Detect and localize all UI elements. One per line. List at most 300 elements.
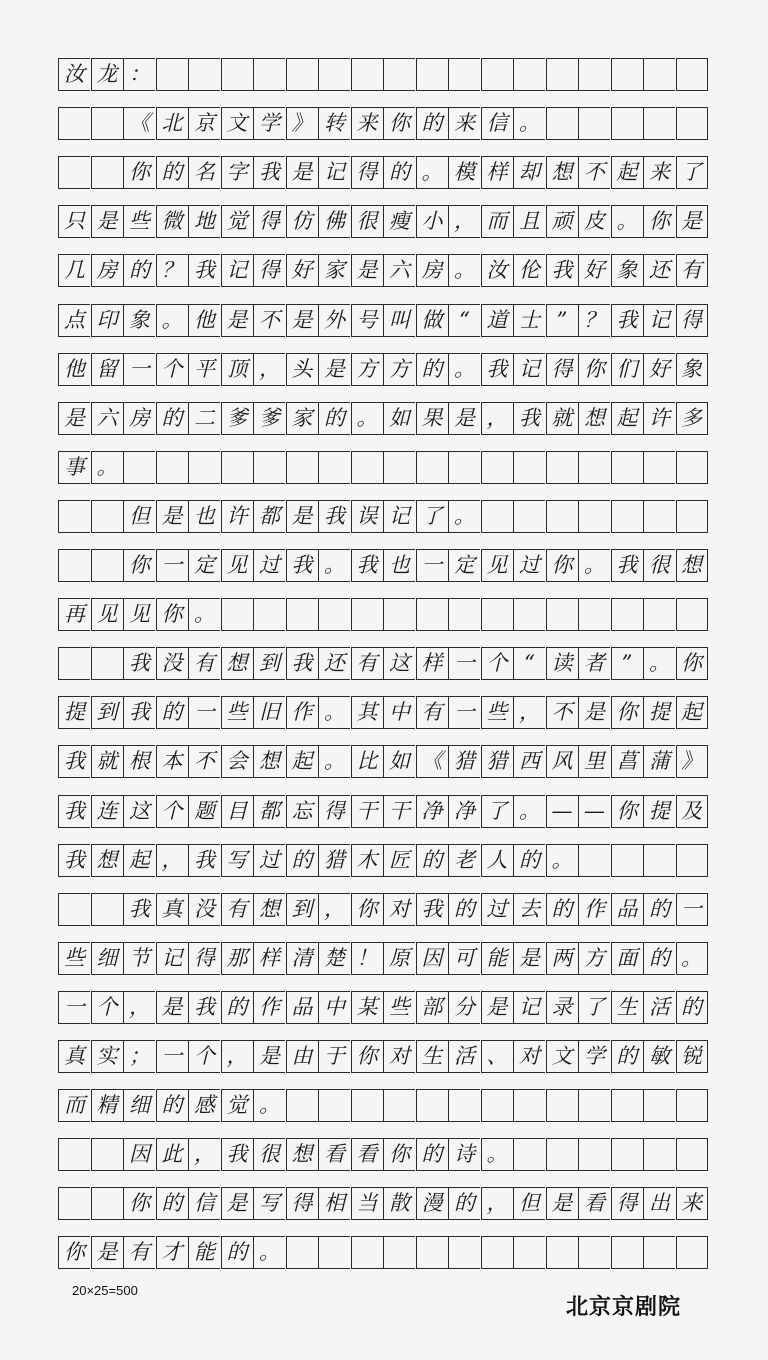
grid-cell: 还 <box>643 254 675 287</box>
manuscript-row <box>58 696 708 729</box>
grid-cell <box>188 58 220 91</box>
grid-cell <box>91 156 123 189</box>
grid-cell: 了 <box>676 156 708 189</box>
grid-cell: 根 <box>123 745 155 778</box>
manuscript-row <box>58 991 708 1024</box>
grid-cell: 的 <box>156 1089 188 1122</box>
grid-cell: 得 <box>286 1187 318 1220</box>
grid-cell: 你 <box>58 1236 90 1269</box>
grid-cell: 士 <box>513 304 545 337</box>
grid-cell: 能 <box>188 1236 220 1269</box>
grid-cell: 猎 <box>448 745 480 778</box>
grid-cell: ； <box>123 1040 155 1073</box>
grid-cell: 匠 <box>383 844 415 877</box>
grid-cell: 二 <box>188 402 220 435</box>
grid-cell: 道 <box>481 304 513 337</box>
grid-cell: 样 <box>481 156 513 189</box>
grid-cell: 很 <box>351 205 383 238</box>
grid-cell: 锐 <box>676 1040 708 1073</box>
grid-cell: 。 <box>91 451 123 484</box>
grid-cell: 见 <box>481 549 513 582</box>
grid-cell <box>58 893 90 926</box>
grid-cell: 。 <box>253 1236 285 1269</box>
grid-cell: 过 <box>481 893 513 926</box>
grid-cell: 见 <box>123 598 155 631</box>
grid-cell: 我 <box>286 549 318 582</box>
grid-cell <box>546 58 578 91</box>
grid-cell: 得 <box>351 156 383 189</box>
grid-cell <box>513 1089 545 1122</box>
grid-cell <box>578 107 610 140</box>
grid-cell: ， <box>123 991 155 1024</box>
grid-cell: 是 <box>58 402 90 435</box>
manuscript-row <box>58 795 708 828</box>
grid-cell: 两 <box>546 942 578 975</box>
grid-cell: 。 <box>318 549 350 582</box>
grid-cell: 你 <box>611 696 643 729</box>
grid-cell: 的 <box>416 1138 448 1171</box>
grid-cell: 地 <box>188 205 220 238</box>
grid-cell <box>383 58 415 91</box>
grid-cell: 写 <box>253 1187 285 1220</box>
grid-cell: 。 <box>156 304 188 337</box>
grid-cell <box>546 500 578 533</box>
grid-cell: 的 <box>416 844 448 877</box>
grid-cell: 平 <box>188 353 220 386</box>
grid-cell: 顽 <box>546 205 578 238</box>
grid-cell: 是 <box>318 353 350 386</box>
grid-cell: 我 <box>58 745 90 778</box>
manuscript-row <box>58 1236 708 1269</box>
grid-cell: 中 <box>383 696 415 729</box>
grid-cell <box>253 598 285 631</box>
manuscript-row <box>58 745 708 778</box>
grid-cell: ， <box>156 844 188 877</box>
grid-cell: 我 <box>221 1138 253 1171</box>
grid-cell <box>416 1236 448 1269</box>
grid-cell <box>643 58 675 91</box>
grid-cell: 我 <box>611 304 643 337</box>
grid-cell <box>546 598 578 631</box>
grid-cell <box>188 451 220 484</box>
grid-cell: 北 <box>156 107 188 140</box>
manuscript-row <box>58 402 708 435</box>
grid-cell: 印 <box>91 304 123 337</box>
grid-cell: 蒲 <box>643 745 675 778</box>
grid-cell: 原 <box>383 942 415 975</box>
grid-cell: 到 <box>91 696 123 729</box>
grid-cell: 本 <box>156 745 188 778</box>
grid-cell: 家 <box>286 402 318 435</box>
grid-cell: 好 <box>286 254 318 287</box>
grid-cell <box>513 1138 545 1171</box>
grid-cell: 某 <box>351 991 383 1024</box>
grid-cell: 瘦 <box>383 205 415 238</box>
grid-cell: ！ <box>351 942 383 975</box>
grid-cell: 里 <box>578 745 610 778</box>
grid-cell: 记 <box>383 500 415 533</box>
manuscript-row <box>58 205 708 238</box>
grid-cell: 想 <box>546 156 578 189</box>
grid-cell: 了 <box>481 795 513 828</box>
grid-cell: 信 <box>481 107 513 140</box>
grid-cell <box>676 844 708 877</box>
grid-cell: 其 <box>351 696 383 729</box>
grid-cell <box>546 1138 578 1171</box>
grid-cell: 有 <box>123 1236 155 1269</box>
grid-cell: 对 <box>383 1040 415 1073</box>
grid-cell: “ <box>448 304 480 337</box>
grid-cell: 记 <box>513 991 545 1024</box>
manuscript-row <box>58 58 708 91</box>
manuscript-row <box>58 1089 708 1122</box>
grid-cell: 的 <box>448 893 480 926</box>
grid-cell: 是 <box>546 1187 578 1220</box>
grid-cell: 想 <box>253 745 285 778</box>
grid-cell <box>611 500 643 533</box>
grid-cell: 我 <box>188 991 220 1024</box>
grid-cell: “ <box>513 647 545 680</box>
grid-cell: 文 <box>221 107 253 140</box>
grid-cell: 面 <box>611 942 643 975</box>
grid-cell: ， <box>513 696 545 729</box>
grid-cell: 一 <box>448 647 480 680</box>
grid-cell: 品 <box>286 991 318 1024</box>
grid-cell: 都 <box>253 795 285 828</box>
grid-cell: 实 <box>91 1040 123 1073</box>
grid-cell: 于 <box>318 1040 350 1073</box>
grid-cell: 的 <box>383 156 415 189</box>
grid-cell <box>91 549 123 582</box>
grid-cell: 象 <box>611 254 643 287</box>
manuscript-row <box>58 1138 708 1171</box>
grid-cell: 做 <box>416 304 448 337</box>
grid-cell: 到 <box>286 893 318 926</box>
grid-cell: 个 <box>156 353 188 386</box>
grid-cell: 真 <box>58 1040 90 1073</box>
grid-cell <box>383 1089 415 1122</box>
grid-cell: 很 <box>643 549 675 582</box>
grid-cell: 生 <box>611 991 643 1024</box>
grid-cell <box>448 598 480 631</box>
grid-cell: 提 <box>643 696 675 729</box>
grid-cell <box>611 844 643 877</box>
publisher-stamp: 北京京剧院 <box>566 1294 682 1320</box>
grid-cell: 是 <box>221 304 253 337</box>
grid-cell: 猎 <box>318 844 350 877</box>
manuscript-row <box>58 451 708 484</box>
grid-cell: 看 <box>578 1187 610 1220</box>
grid-cell: 了 <box>578 991 610 1024</box>
grid-cell: 的 <box>643 893 675 926</box>
grid-cell: 来 <box>643 156 675 189</box>
grid-cell: 个 <box>91 991 123 1024</box>
grid-cell <box>481 598 513 631</box>
grid-cell <box>481 451 513 484</box>
grid-cell <box>546 451 578 484</box>
grid-cell <box>221 598 253 631</box>
grid-cell: 的 <box>416 353 448 386</box>
grid-cell: 头 <box>286 353 318 386</box>
manuscript-row <box>58 844 708 877</box>
grid-cell <box>643 844 675 877</box>
grid-cell: 六 <box>383 254 415 287</box>
grid-cell: 及 <box>676 795 708 828</box>
grid-cell: 的 <box>221 1236 253 1269</box>
grid-cell: 干 <box>351 795 383 828</box>
grid-cell: 能 <box>481 942 513 975</box>
grid-cell: 干 <box>383 795 415 828</box>
grid-cell <box>286 598 318 631</box>
grid-cell: ” <box>611 647 643 680</box>
grid-cell: 来 <box>676 1187 708 1220</box>
grid-cell: 六 <box>91 402 123 435</box>
grid-cell: 我 <box>188 254 220 287</box>
grid-cell <box>611 451 643 484</box>
grid-cell <box>448 58 480 91</box>
grid-cell: 而 <box>481 205 513 238</box>
grid-cell: 你 <box>676 647 708 680</box>
grid-cell: 觉 <box>221 1089 253 1122</box>
grid-cell: 我 <box>58 844 90 877</box>
grid-cell: 来 <box>351 107 383 140</box>
grid-cell: 可 <box>448 942 480 975</box>
grid-cell <box>58 647 90 680</box>
grid-cell: ： <box>123 58 155 91</box>
grid-cell <box>546 107 578 140</box>
grid-cell: 方 <box>383 353 415 386</box>
grid-cell <box>578 500 610 533</box>
grid-cell: 想 <box>676 549 708 582</box>
grid-cell: 没 <box>156 647 188 680</box>
grid-cell: 提 <box>643 795 675 828</box>
grid-cell: 是 <box>286 500 318 533</box>
grid-cell: 相 <box>318 1187 350 1220</box>
grid-cell: 是 <box>448 402 480 435</box>
grid-cell: 是 <box>91 1236 123 1269</box>
grid-cell: 这 <box>383 647 415 680</box>
grid-cell: 想 <box>286 1138 318 1171</box>
grid-cell: 佛 <box>318 205 350 238</box>
grid-cell <box>513 598 545 631</box>
grid-cell: 样 <box>253 942 285 975</box>
grid-cell: 一 <box>58 991 90 1024</box>
grid-cell: 好 <box>643 353 675 386</box>
grid-cell: 房 <box>123 402 155 435</box>
grid-cell <box>578 451 610 484</box>
grid-cell: 西 <box>513 745 545 778</box>
grid-cell: 定 <box>448 549 480 582</box>
grid-cell <box>513 58 545 91</box>
grid-cell <box>351 451 383 484</box>
grid-cell <box>58 156 90 189</box>
grid-cell: 学 <box>253 107 285 140</box>
grid-cell: 。 <box>676 942 708 975</box>
grid-cell: 的 <box>156 402 188 435</box>
grid-cell: 爹 <box>253 402 285 435</box>
grid-cell: 细 <box>91 942 123 975</box>
grid-cell: 家 <box>318 254 350 287</box>
grid-cell: 去 <box>513 893 545 926</box>
grid-cell: 。 <box>448 353 480 386</box>
grid-cell: 连 <box>91 795 123 828</box>
grid-cell <box>156 451 188 484</box>
grid-cell <box>611 1138 643 1171</box>
grid-cell: 的 <box>318 402 350 435</box>
grid-cell <box>513 1236 545 1269</box>
manuscript-row <box>58 107 708 140</box>
grid-cell: 者 <box>578 647 610 680</box>
grid-cell: 清 <box>286 942 318 975</box>
grid-cell: 我 <box>318 500 350 533</box>
grid-cell: ， <box>188 1138 220 1171</box>
grid-cell: 定 <box>188 549 220 582</box>
grid-cell: 猎 <box>481 745 513 778</box>
grid-cell <box>58 1187 90 1220</box>
grid-cell <box>513 500 545 533</box>
manuscript-row <box>58 156 708 189</box>
grid-cell: 爹 <box>221 402 253 435</box>
grid-cell <box>58 1138 90 1171</box>
grid-cell: 精 <box>91 1089 123 1122</box>
grid-cell: 你 <box>546 549 578 582</box>
grid-cell: ？ <box>156 254 188 287</box>
grid-cell: ， <box>253 353 285 386</box>
grid-cell: 得 <box>676 304 708 337</box>
grid-cell: 中 <box>318 991 350 1024</box>
grid-cell: 学 <box>578 1040 610 1073</box>
grid-cell <box>643 451 675 484</box>
grid-cell: 《 <box>416 745 448 778</box>
grid-cell: 起 <box>611 402 643 435</box>
grid-cell: 号 <box>351 304 383 337</box>
grid-cell: 由 <box>286 1040 318 1073</box>
grid-cell <box>253 451 285 484</box>
grid-cell: 部 <box>416 991 448 1024</box>
manuscript-row <box>58 942 708 975</box>
manuscript-row <box>58 549 708 582</box>
grid-cell: 也 <box>383 549 415 582</box>
grid-cell: ， <box>481 1187 513 1220</box>
grid-cell: 是 <box>676 205 708 238</box>
grid-cell: ？ <box>578 304 610 337</box>
grid-cell: 活 <box>448 1040 480 1073</box>
grid-cell <box>91 893 123 926</box>
grid-cell <box>91 1187 123 1220</box>
grid-cell <box>351 1089 383 1122</box>
grid-cell: 来 <box>448 107 480 140</box>
manuscript-row <box>58 647 708 680</box>
grid-cell <box>416 451 448 484</box>
grid-cell: 对 <box>513 1040 545 1073</box>
grid-cell: 房 <box>416 254 448 287</box>
grid-cell: 仿 <box>286 205 318 238</box>
grid-cell: 些 <box>221 696 253 729</box>
grid-cell: 也 <box>188 500 220 533</box>
grid-cell <box>91 647 123 680</box>
grid-cell: 许 <box>643 402 675 435</box>
grid-cell <box>611 58 643 91</box>
grid-cell <box>481 1089 513 1122</box>
grid-cell: 是 <box>253 1040 285 1073</box>
grid-cell: 小 <box>416 205 448 238</box>
grid-cell: 过 <box>253 549 285 582</box>
grid-cell: 。 <box>643 647 675 680</box>
grid-cell: ” <box>546 304 578 337</box>
grid-cell <box>448 451 480 484</box>
grid-cell <box>546 1089 578 1122</box>
grid-cell: 汝 <box>58 58 90 91</box>
grid-cell: 模 <box>448 156 480 189</box>
manuscript-row <box>58 353 708 386</box>
grid-cell <box>611 1236 643 1269</box>
grid-cell: 一 <box>448 696 480 729</box>
grid-cell: 一 <box>156 549 188 582</box>
grid-cell: 的 <box>156 696 188 729</box>
grid-cell: 我 <box>416 893 448 926</box>
grid-cell <box>383 1236 415 1269</box>
grid-cell: 。 <box>351 402 383 435</box>
grid-cell: ， <box>481 402 513 435</box>
grid-cell <box>611 598 643 631</box>
grid-cell: 是 <box>513 942 545 975</box>
grid-cell: 再 <box>58 598 90 631</box>
grid-cell: 、 <box>481 1040 513 1073</box>
grid-cell: 你 <box>123 1187 155 1220</box>
grid-cell: — <box>578 795 610 828</box>
grid-cell: 想 <box>253 893 285 926</box>
grid-cell: 不 <box>578 156 610 189</box>
grid-cell: 。 <box>481 1138 513 1171</box>
grid-cell: 风 <box>546 745 578 778</box>
grid-cell: 比 <box>351 745 383 778</box>
grid-cell <box>416 58 448 91</box>
grid-cell <box>643 598 675 631</box>
grid-cell: 人 <box>481 844 513 877</box>
grid-cell: 皮 <box>578 205 610 238</box>
grid-cell: 的 <box>611 1040 643 1073</box>
grid-cell: 有 <box>416 696 448 729</box>
grid-cell: 我 <box>123 696 155 729</box>
grid-cell: 想 <box>91 844 123 877</box>
grid-cell: 不 <box>188 745 220 778</box>
grid-cell <box>221 451 253 484</box>
grid-cell <box>91 1138 123 1171</box>
grid-cell: 是 <box>351 254 383 287</box>
grid-cell: 净 <box>416 795 448 828</box>
grid-cell: ， <box>221 1040 253 1073</box>
grid-cell <box>58 107 90 140</box>
grid-cell: 我 <box>188 844 220 877</box>
grid-cell: 。 <box>546 844 578 877</box>
grid-cell: 当 <box>351 1187 383 1220</box>
grid-cell: 才 <box>156 1236 188 1269</box>
grid-cell: 多 <box>676 402 708 435</box>
grid-cell: 的 <box>221 991 253 1024</box>
grid-cell: 起 <box>676 696 708 729</box>
grid-cell: 记 <box>318 156 350 189</box>
grid-cell: 。 <box>318 696 350 729</box>
grid-cell: 净 <box>448 795 480 828</box>
grid-cell <box>676 598 708 631</box>
grid-cell: 我 <box>58 795 90 828</box>
grid-cell: 作 <box>286 696 318 729</box>
grid-cell: 》 <box>286 107 318 140</box>
grid-cell: 的 <box>546 893 578 926</box>
grid-cell: 且 <box>513 205 545 238</box>
grid-cell <box>676 107 708 140</box>
grid-cell: 叫 <box>383 304 415 337</box>
